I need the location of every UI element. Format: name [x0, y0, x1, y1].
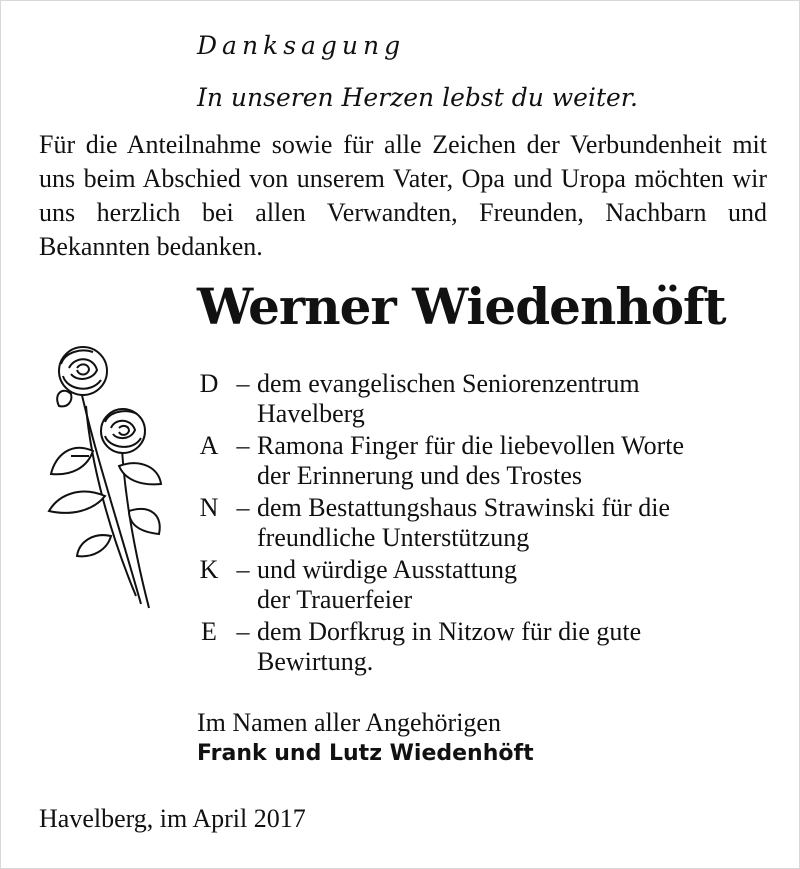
danke-letter: E: [201, 617, 217, 646]
danke-line: Ramona Finger für die liebevollen Worte: [257, 431, 685, 460]
danke-entry: [257, 369, 779, 429]
danke-row-k: [189, 555, 779, 615]
danke-line: der Trauerfeier: [257, 585, 413, 614]
danke-entry: [257, 555, 779, 615]
danke-line: dem Bestattungshaus Strawinski für die: [257, 493, 671, 522]
signature-line: Im Namen aller Angehörigen: [197, 708, 501, 737]
danke-row-d: [189, 369, 779, 429]
danke-line: freundliche Unterstützung: [257, 523, 530, 552]
roses-illustration-icon: [41, 346, 166, 611]
deceased-name: Werner Wiedenhöft: [197, 277, 726, 336]
danke-entry: [257, 493, 779, 553]
danke-line: Bewirtung.: [257, 647, 374, 676]
motto: In unseren Herzen lebst du weiter.: [197, 83, 638, 112]
danke-row-e: [189, 617, 779, 677]
place-date: Havelberg, im April 2017: [39, 804, 306, 833]
danke-entry: [257, 617, 779, 677]
danke-line: Havelberg: [257, 399, 365, 428]
danke-line: und würdige Ausstattung: [257, 555, 517, 584]
danke-list: [189, 369, 779, 679]
danke-row-n: [189, 493, 779, 553]
signature-names: Frank und Lutz Wiedenhöft: [197, 741, 534, 766]
danke-letter: A: [199, 431, 219, 460]
danke-line: der Erinnerung und des Trostes: [257, 461, 582, 490]
danke-line: dem evangelischen Seniorenzentrum: [257, 369, 640, 398]
danke-letter: K: [199, 555, 219, 584]
danke-letter: D: [199, 369, 219, 398]
danke-dash: –: [236, 431, 250, 460]
danke-dash: –: [236, 555, 250, 584]
danke-letter: N: [199, 493, 219, 522]
danke-entry: [257, 431, 779, 491]
heading: Danksagung: [197, 31, 406, 60]
danke-dash: –: [236, 617, 250, 646]
danke-dash: –: [236, 493, 250, 522]
intro-text: Für die Anteilnahme sowie für alle Zeichen der Verbundenheit mit uns beim Abschied von unserem Vater, Opa und Uropa möchten wir uns herzlich bei allen Verwandten, Freunden, Nachbarn und Bekannten bedanken.: [39, 130, 767, 261]
danke-row-a: [189, 431, 779, 491]
danke-line: dem Dorfkrug in Nitzow für die gute: [257, 617, 642, 646]
danke-dash: –: [236, 369, 250, 398]
